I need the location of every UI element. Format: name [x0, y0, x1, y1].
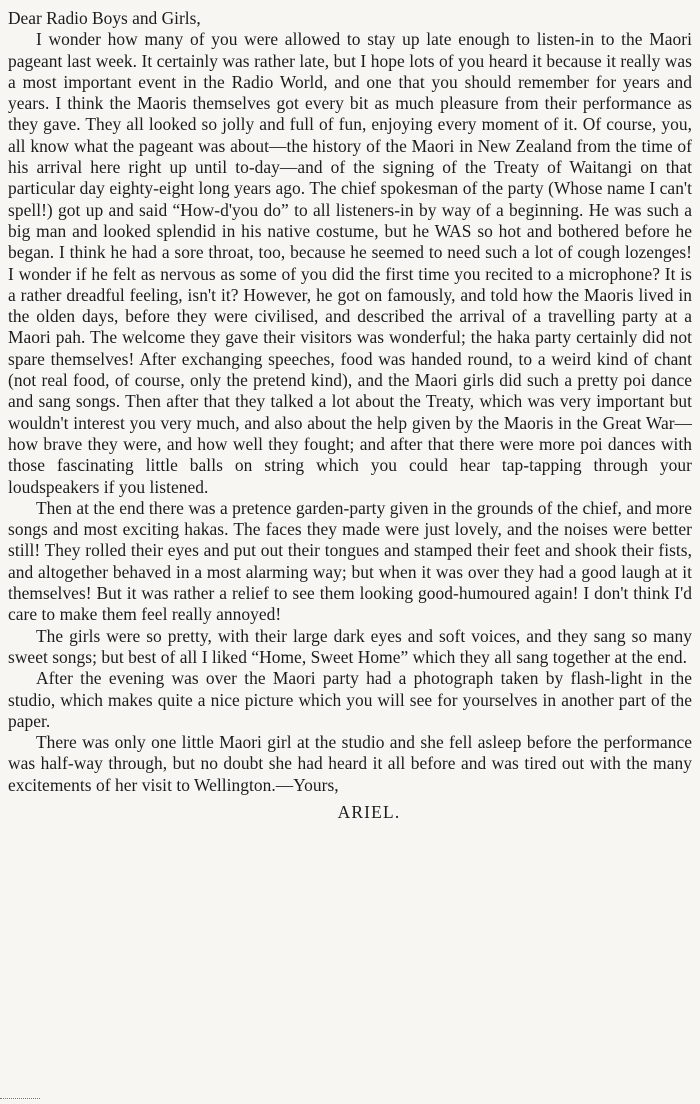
- letter-column: [8, 8, 692, 823]
- paragraph-girls-songs: The girls were so pretty, with their large dark eyes and soft voices, and they sang so many sweet songs; but best of all I liked “Home, Sweet Home” which they all sang together at the end.: [8, 625, 692, 667]
- paragraph-photograph: After the evening was over the Maori party had a photograph taken by flash-light in the studio, which makes quite a nice picture which you will see for yourselves in another part of the paper.: [8, 668, 692, 731]
- paragraph-garden-party: Then at the end there was a pretence garden-party given in the grounds of the chief, and more songs and most exciting hakas. The faces they made were just lovely, and the noises were better still! They rolled their eyes and put out their tongues and stamped their feet and shook their fists, and altogether behaved in a most alarming way; but when it was over they had a good laugh at it themselves! But it was rather a relief to see them looking good-humoured again! I don't think I'd care to make them feel really annoyed!: [8, 497, 692, 625]
- page-edge-rule: [0, 1098, 40, 1102]
- paragraph-pageant: I wonder how many of you were allowed to stay up late enough to listen-in to the Maori pageant last week. It certainly was rather late, but I hope lots of you heard it because it really was a most important event in the Radio World, and one that you should remember for years and years. I think the Maoris themselves got every bit as much pleasure from their performance as they gave. They all looked so jolly and full of fun, enjoying every moment of it. Of course, you, all know what the pageant was about—the history of the Maori in New Zealand from the time of his arrival here right up until to-day—and of the signing of the Treaty of Waitangi on that particular day eighty-eight long years ago. The chief spokesman of the party (Whose name I can't spell!) got up and said “How-d'you do” to all listeners-in by way of a beginning. He was such a big man and looked splendid in his native costume, but he WAS so hot and bothered before he began. I think he had a sore throat, too, because he seemed to need such a lot of cough lozenges! I wonder if he felt as nervous as some of you did the first time you recited to a microphone? It is a rather dreadful feeling, isn't it? However, he got on famously, and told how the Maoris lived in the olden days, before they were civilised, and described the arrival of a travelling party at a Maori pah. The welcome they gave their visitors was wonderful; the haka party certainly did not spare themselves! After exchanging speeches, food was handed round, to a weird kind of chant (not real food, of course, only the pretend kind), and the Maori girls did such a pretty poi dance and sang songs. Then after that they talked a lot about the Treaty, which was very important but wouldn't interest you very much, and also about the help given by the Maoris in the Great War—how brave they were, and how well they fought; and after that there were more poi dances with those fascinating little balls on string which you could hear tap-tapping through your loudspeakers if you listened.: [8, 29, 692, 497]
- signature: ARIEL.: [337, 801, 401, 822]
- paragraph-little-girl: There was only one little Maori girl at the studio and she fell asleep before the performance was half-way through, but no doubt she had heard it all before and was tired out with the many excitements of her visit to Wellington.—Yours,: [8, 732, 692, 795]
- salutation: Dear Radio Boys and Girls,: [8, 8, 201, 28]
